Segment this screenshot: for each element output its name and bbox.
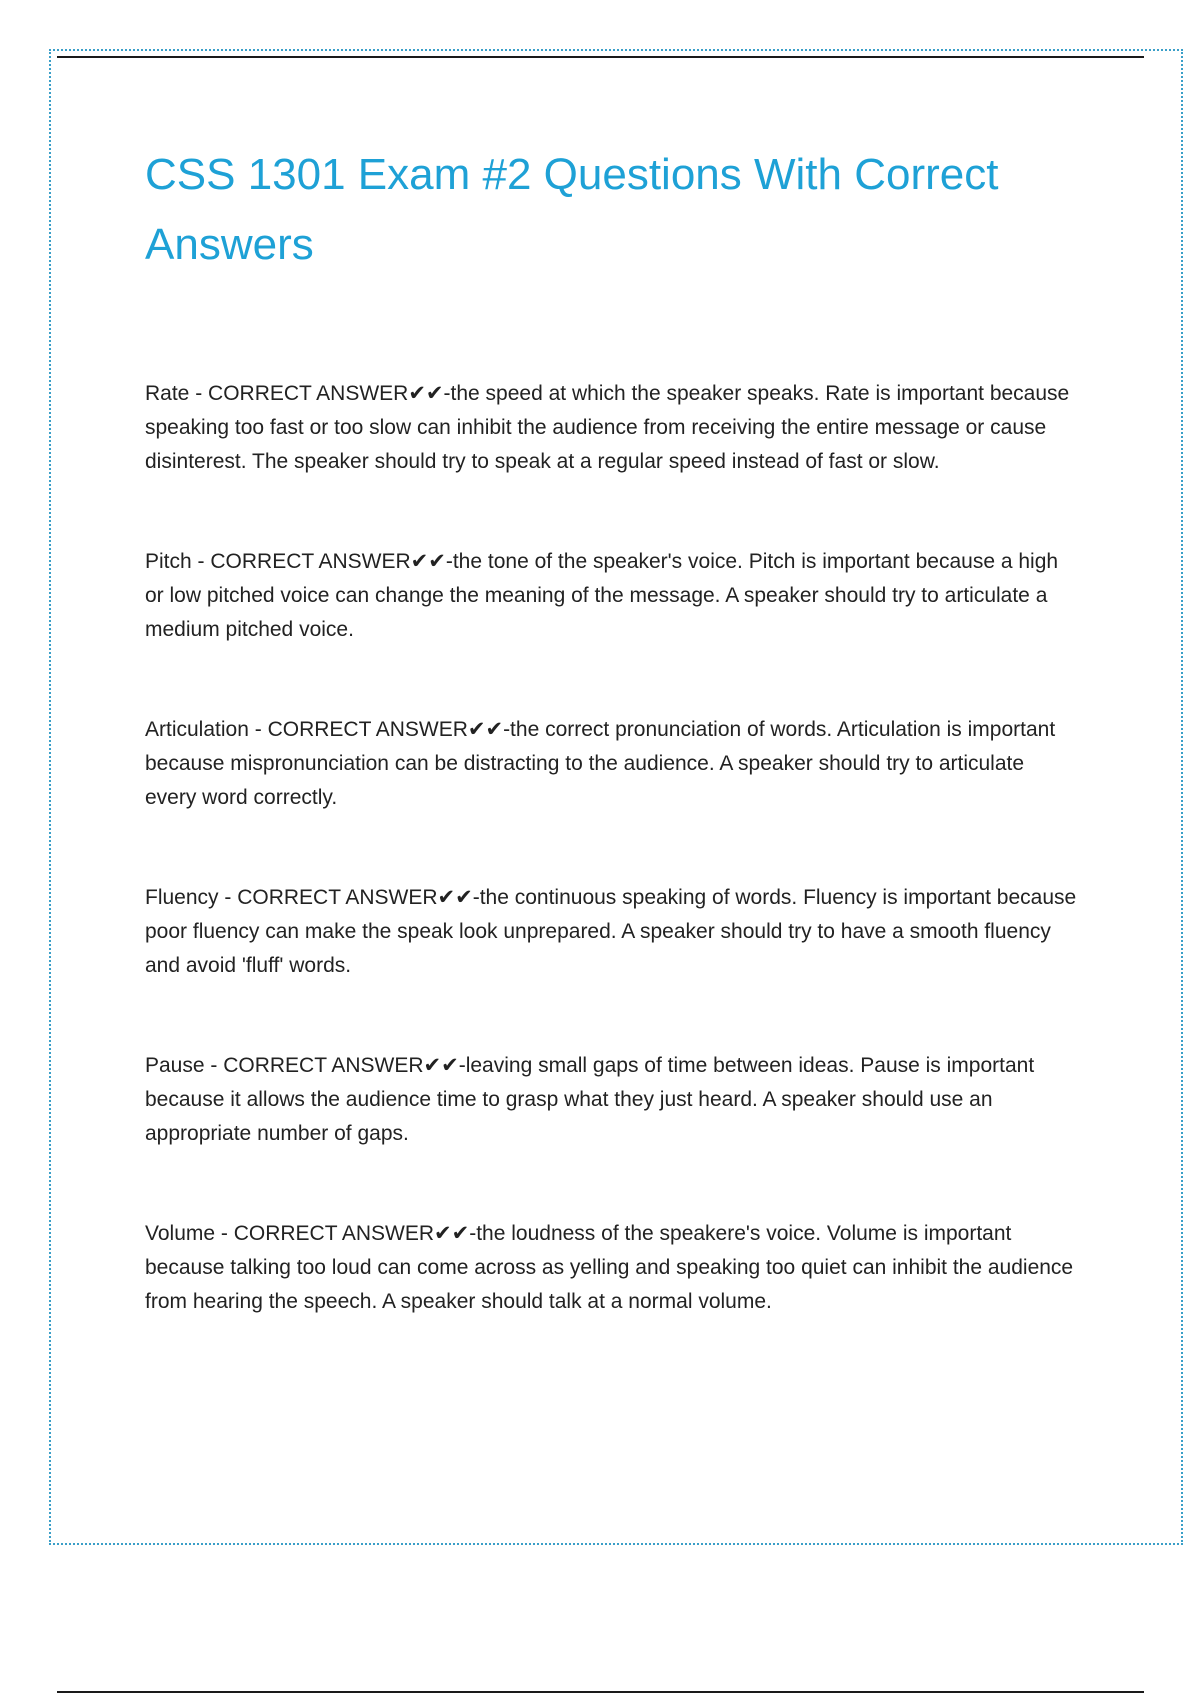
correct-answer-marker: CORRECT ANSWER✔✔ xyxy=(223,1054,459,1077)
qa-item-pause xyxy=(145,1049,1080,1151)
qa-definition: -the continuous speaking of words. Fluency is important because poor fluency can make the speak look unprepared. A speaker should try to have a smooth fluency and avoid 'fluff' words. xyxy=(145,886,1077,977)
qa-term: Fluency xyxy=(145,886,219,909)
qa-definition: -the speed at which the speaker speaks. Rate is important because speaking too fast or too slow can inhibit the audience from receiving the entire message or cause disinterest. The speaker should try to speak at a regular speed instead of fast or slow. xyxy=(145,382,1070,473)
qa-separator: - xyxy=(191,550,211,573)
qa-item-fluency xyxy=(145,881,1080,983)
correct-answer-marker: CORRECT ANSWER✔✔ xyxy=(210,550,446,573)
qa-term: Pause xyxy=(145,1054,205,1077)
correct-answer-marker: CORRECT ANSWER✔✔ xyxy=(233,1222,470,1245)
qa-list xyxy=(145,377,1080,1319)
qa-item-pitch xyxy=(145,545,1080,647)
correct-answer-marker: CORRECT ANSWER✔✔ xyxy=(237,886,473,909)
qa-definition: -the tone of the speaker's voice. Pitch is important because a high or low pitched voice can change the meaning of the message. A speaker should try to articulate a medium pitched voice. xyxy=(145,550,1059,641)
qa-definition: -the loudness of the speakere's voice. Volume is important because talking too loud can come across as yelling and speaking too quiet can inhibit the audience from hearing the speech. A speaker should talk at a normal volume. xyxy=(145,1222,1074,1313)
qa-item-rate xyxy=(145,377,1080,479)
correct-answer-marker: CORRECT ANSWER✔✔ xyxy=(208,382,444,405)
qa-separator: - xyxy=(189,382,209,405)
qa-separator: - xyxy=(204,1054,224,1077)
qa-term: Rate xyxy=(145,382,190,405)
qa-definition: -leaving small gaps of time between ideas. Pause is important because it allows the audience time to grasp what they just heard. A speaker should use an appropriate number of gaps. xyxy=(145,1054,1035,1145)
header-rule xyxy=(57,56,1144,58)
qa-term: Volume xyxy=(145,1222,216,1245)
qa-item-volume xyxy=(145,1217,1080,1319)
qa-item-articulation xyxy=(145,713,1080,815)
footer-rule xyxy=(57,1691,1144,1693)
correct-answer-marker: CORRECT ANSWER✔✔ xyxy=(267,718,504,741)
qa-separator: - xyxy=(248,718,268,741)
document-title: CSS 1301 Exam #2 Questions With Correct Answers xyxy=(145,150,999,269)
qa-term: Articulation xyxy=(145,718,249,741)
qa-term: Pitch xyxy=(145,550,192,573)
qa-separator: - xyxy=(215,1222,234,1245)
qa-definition: -the correct pronunciation of words. Articulation is important because mispronunciation can be distracting to the audience. A speaker should try to articulate every word correctly. xyxy=(145,718,1056,809)
qa-separator: - xyxy=(218,886,238,909)
